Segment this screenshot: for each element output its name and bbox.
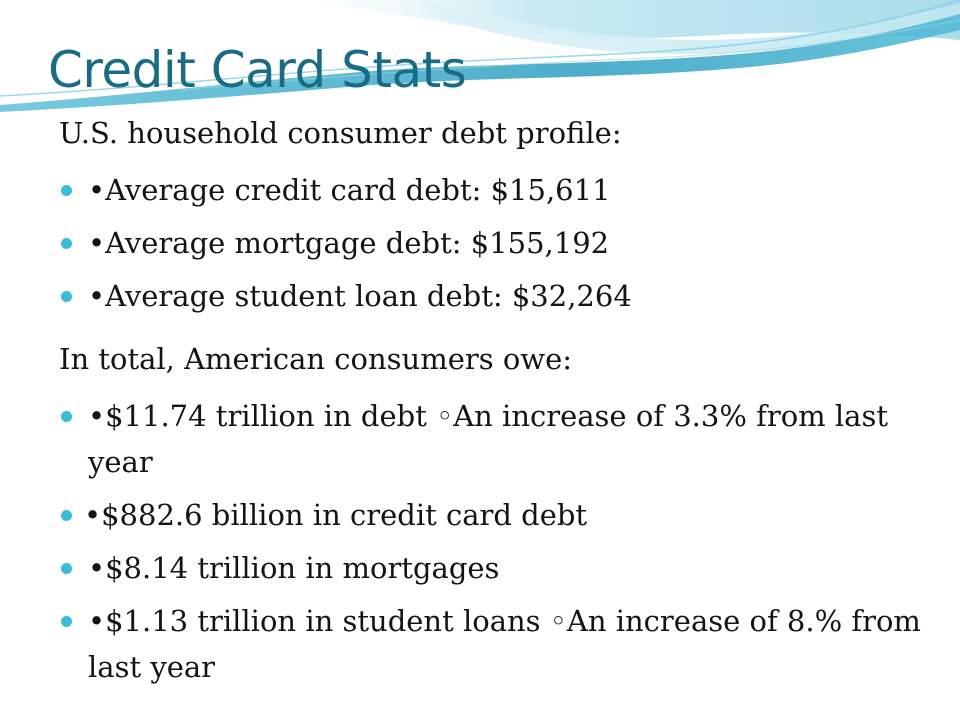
bullet-icon [61,411,72,422]
list-item [59,220,939,266]
list-item-text: •$11.74 trillion in debt ◦An increase of 3.3% from last year [88,399,888,479]
section-gap [59,326,939,336]
list-item-text: •$1.13 trillion in student loans ◦An increase of 8.% from last year [88,604,921,684]
list-item [59,492,939,538]
list-item-text: •Average mortgage debt: $155,192 [88,226,610,260]
bullet-icon [61,185,72,196]
slide-title: Credit Card Stats [48,41,467,99]
bullet-icon [61,291,72,302]
list-item [59,598,939,690]
list-item [59,393,939,485]
list-item-text: •Average student loan debt: $32,264 [88,279,632,313]
bullet-icon [61,563,72,574]
bullet-list-household [59,167,939,319]
bullet-icon [61,616,72,627]
list-item-text: •$8.14 trillion in mortgages [88,551,500,585]
bullet-icon [61,510,72,521]
list-item [59,545,939,591]
slide-content [59,110,939,697]
list-item-text: •Average credit card debt: $15,611 [88,173,611,207]
list-item [59,273,939,319]
section-heading-total: In total, American consumers owe: [59,342,573,376]
bullet-icon [61,238,72,249]
bullet-list-total [59,393,939,690]
list-item [59,167,939,213]
section-heading-household: U.S. household consumer debt profile: [59,116,622,150]
list-item-text: •$882.6 billion in credit card debt [84,498,588,532]
